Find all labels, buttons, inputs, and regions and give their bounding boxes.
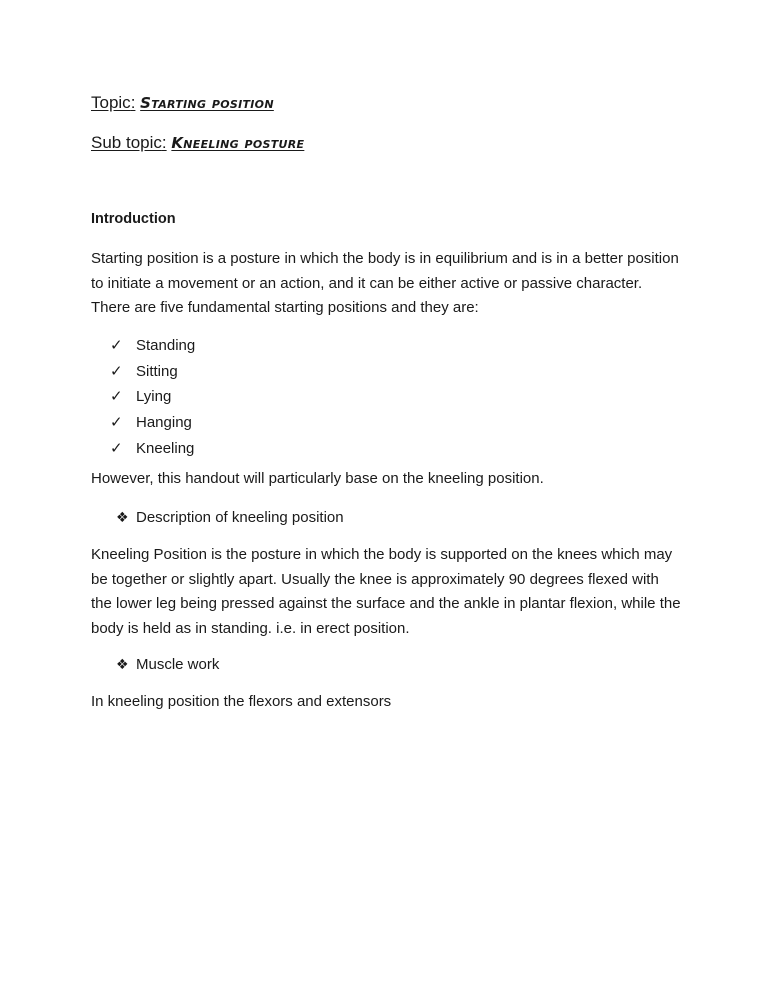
subtopic-label: Sub topic — [91, 133, 162, 152]
topic-separator: : — [130, 93, 136, 112]
list-item — [110, 410, 195, 436]
muscle-work-title: Muscle work — [136, 656, 220, 673]
description-paragraph: Kneeling Position is the posture in which the body is supported on the knees which may be together or slightly apart. Usually the knee is approximately 90 degrees flexed with the lower leg being pressed against the surface and the ankle in plantar flexion, while the body is held as in standing. i.e. in erect position. — [91, 546, 681, 637]
list-item — [110, 359, 195, 385]
list-item-label: Kneeling — [136, 439, 195, 457]
topic-value: Starting position — [140, 94, 274, 112]
checkmark-icon: ✓ — [110, 387, 123, 406]
list-item — [110, 333, 195, 359]
list-item — [110, 436, 195, 462]
list-item-label: Standing — [136, 337, 196, 354]
muscle-work-bullet — [116, 654, 219, 676]
however-line: However, this handout will particularly base on the kneeling position. — [91, 470, 544, 487]
subtopic-heading — [91, 132, 304, 154]
list-item — [110, 384, 195, 410]
positions-list — [110, 333, 195, 462]
muscle-work-text: In kneeling position the flexors and extensors — [91, 693, 392, 710]
introduction-paragraph: Starting position is a posture in which the body is in equilibrium and is in a better position to initiate a movement or an action, and it can be either active or passive character. There are five fundamental starting positions and they are: — [91, 250, 679, 316]
diamond-bullet-icon: ❖ — [116, 657, 129, 673]
checkmark-icon: ✓ — [110, 361, 123, 380]
topic-heading — [91, 92, 274, 114]
checkmark-icon: ✓ — [110, 413, 123, 432]
diamond-bullet-icon: ❖ — [116, 510, 129, 526]
introduction-title: Introduction — [91, 211, 176, 227]
description-bullet — [116, 507, 344, 529]
checkmark-icon: ✓ — [110, 336, 123, 354]
description-title: Description of kneeling position — [136, 509, 344, 526]
list-item-label: Lying — [136, 388, 172, 406]
subtopic-separator: : — [161, 133, 167, 152]
list-item-label: Hanging — [136, 414, 192, 432]
checkmark-icon: ✓ — [110, 438, 123, 457]
list-item-label: Sitting — [136, 362, 178, 380]
subtopic-value: Kneeling posture — [171, 134, 305, 152]
topic-label: Topic — [91, 93, 131, 112]
